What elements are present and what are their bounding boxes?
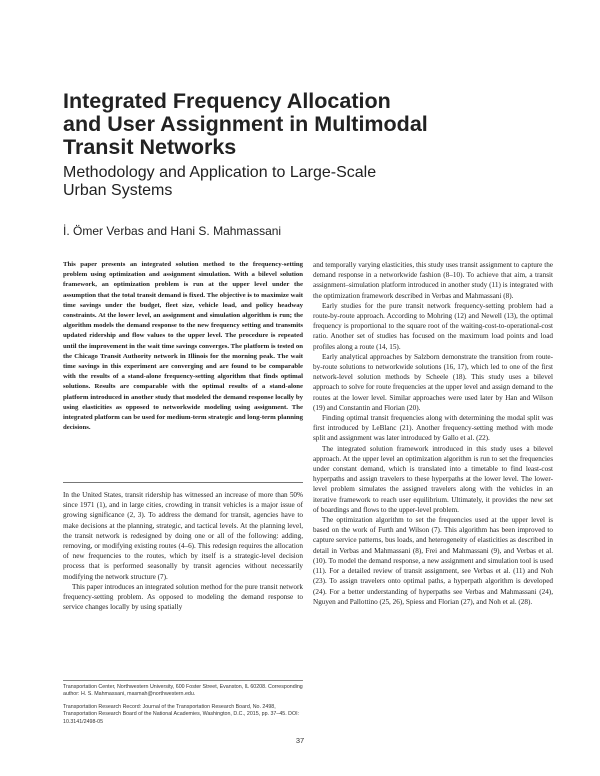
abstract-text: This paper presents an integrated solution method to the frequency-setting problem using optimization and assignment simulation. With a bilevel solution framework, an optimization problem is run at the upper level under the assumption that the total transit demand is fixed. The objective is to maximize wait time savings under the budget, fleet size, vehicle load, and policy headway constraints. At the lower level, an assignment and simulation algorithm is run; the algorithm models the demand response to the new frequency setting and transmits updated ridership and flow values to the upper level. The procedure is repeated until the improvement in the wait time savings converges. The platform is tested on the Chicago Transit Authority network in Illinois for the morning peak. The wait time savings in this experiment are converging and are found to be comparable with the results of a stand-alone frequency-setting algorithm that finds optimal solutions. Results are comparable with the optimal results of a stand-alone platform introduced in another study that modeled the demand response locally by using elasticities as opposed to networkwide modeling using assignment. The integrated platform can be used for medium-term strategic and long-term planning decisions. bbox=[63, 261, 303, 432]
right-column bbox=[313, 260, 553, 607]
paper-title bbox=[63, 90, 543, 159]
footnotes bbox=[63, 684, 303, 731]
body-paragraph: The optimization algorithm to set the frequencies used at the upper level is based on the work of Furth and Wilson (7). This algorithm has been improved to capture service patterns, bus loads, and heterogeneity of elasticities as described in detail in Verbas and Mahmassani (8), Frei and Mahmassani (9), and Verbas et al. (10). To model the demand response, a new assignment and simulation tool is used (11). For a detailed review of transit assignment, see Verbas et al. (11) and Noh (23). To assign travelers onto optimal paths, a hyperpath algorithm is developed (24). For a better understanding of hyperpaths see Verbas and Mahmassani (24), Nguyen and Pallottino (25, 26), Spiess and Florian (27), and Noh et al. (28). bbox=[313, 516, 553, 606]
body-paragraph: and temporally varying elasticities, this study uses transit assignment to capture the demand response in a networkwide fashion (8–10). To achieve that aim, a transit assignment–simulation platform introduced in another study (11) is integrated with the optimization framework described in Verbas and Mahmassani (8). bbox=[313, 261, 553, 300]
title-line: Transit Networks bbox=[63, 135, 237, 159]
body-paragraph: The integrated solution framework introduced in this study uses a bilevel approach. At the upper level an optimization algorithm is run to set the frequencies under constant demand, which is translated into a timetable to find least-cost hyperpaths and assign travelers to these hyperpaths at the lower level. The lower-level problem simulates the assigned travelers along with the vehicles in an iterative framework to reach user equilibrium. Ultimately, it provides the new set of boardings and flows to the upper-level problem. bbox=[313, 444, 553, 514]
title-line: and User Assignment in Multimodal bbox=[63, 112, 428, 136]
affiliation-footnote: Transportation Center, Northwestern University, 600 Foster Street, Evanston, IL 60208. Corresponding author: H. S. Mahmassani, masmah@northwestern.edu. bbox=[63, 684, 303, 698]
body-paragraph: In the United States, transit ridership has witnessed an increase of more than 50% since 1971 (1), and in large cities, crowding in transit vehicles is a major issue of growing significance (2, 3). To address the demand for transit, agencies have to make decisions at the planning, strategic, and tactical levels. At the planning level, the transit network is redesigned by doing one or all of the following: adding, removing, or modifying existing routes (4–6). This redesign requires the allocation of new frequencies to the routes, which by itself is a strategic-level decision process that is performed seasonally by transit agencies without necessarily modifying the network structure (7). bbox=[63, 491, 303, 581]
body-paragraph: Finding optimal transit frequencies along with determining the modal split was first introduced by LeBlanc (21). Another frequency-setting method with mode split and assignment was later introduced by Gallo et al. (22). bbox=[313, 414, 553, 443]
abstract bbox=[63, 260, 303, 433]
authors: İ. Ömer Verbas and Hani S. Mahmassani bbox=[63, 224, 282, 238]
subtitle-line: Methodology and Application to Large-Scale bbox=[63, 164, 377, 181]
body-paragraph: Early analytical approaches by Salzborn demonstrate the transition from route-by-route solutions to networkwide solutions (16, 17), which led to one of the first network-level solution methods by Scheele (18). This study uses a bilevel approach to solve for route frequencies at the upper level and assign demand to the routes at the lower level. Similar approaches were used later by Han and Wilson (19) and Constantin and Florian (20). bbox=[313, 352, 553, 412]
citation-footnote: Transportation Research Record: Journal of the Transportation Research Board, No. 2498, Transportation Research Board of the National Academies, Washington, D.C., 2015, pp. 37–45. DOI: 10.3141/2498-05 bbox=[63, 703, 300, 725]
subtitle-line: Urban Systems bbox=[63, 182, 173, 199]
body-paragraph: This paper introduces an integrated solution method for the pure transit network frequency-setting problem. As opposed to modeling the demand response to service changes locally by using spatially bbox=[63, 582, 303, 612]
left-body bbox=[63, 490, 303, 612]
paper-subtitle bbox=[63, 164, 543, 200]
body-paragraph: Early studies for the pure transit network frequency-setting problem had a route-by-route approach. According to Mohring (12) and Newell (13), the optimal frequency is proportional to the square root of the waiting-cost-to-operational-cost ratio. Another set of studies has focused on the maximum load points and load profiles along a route (14, 15). bbox=[313, 301, 553, 351]
abstract-divider bbox=[63, 482, 303, 483]
title-line: Integrated Frequency Allocation bbox=[63, 89, 391, 113]
footnote-divider bbox=[63, 680, 303, 681]
page-number: 37 bbox=[295, 736, 305, 745]
